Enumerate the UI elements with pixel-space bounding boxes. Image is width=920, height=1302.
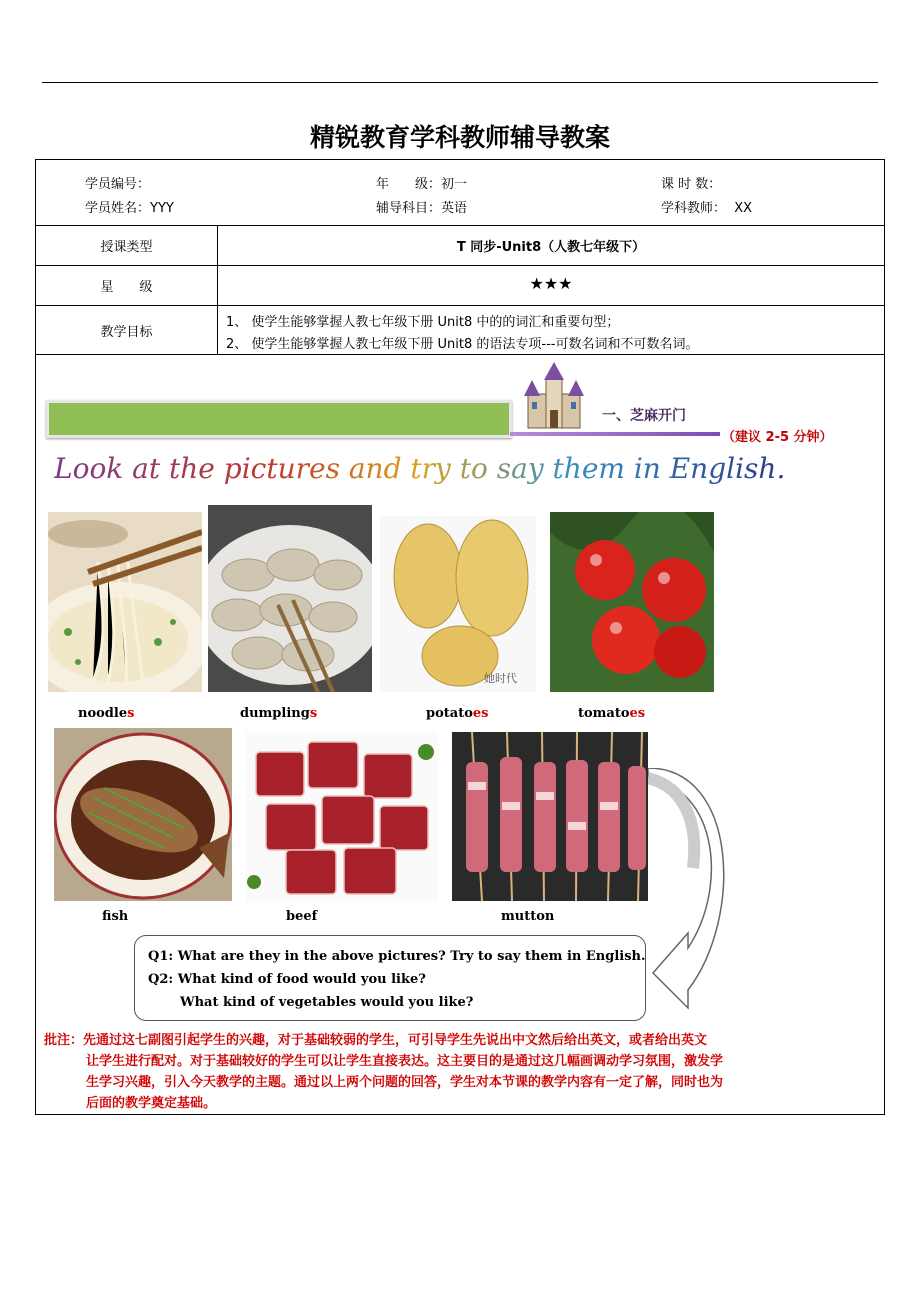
question-3: What kind of vegetables would you like? <box>180 995 474 1010</box>
potatoes-image <box>380 516 536 692</box>
label-dumplings: dumplings <box>240 706 318 721</box>
banner-underline <box>510 432 720 436</box>
level-label: 星 级 <box>100 280 153 295</box>
label-tomatoes: tomatoes <box>578 706 646 721</box>
castle-icon <box>514 362 594 434</box>
page-title: 精锐教育学科教师辅导教案 <box>309 123 610 152</box>
question-1: Q1: What are they in the above pictures? Try to say them in English. <box>148 949 646 964</box>
label-mutton: mutton <box>501 909 555 924</box>
goal-label: 教学目标 <box>100 325 153 340</box>
student-name-field: 学员姓名：YYY <box>85 201 174 216</box>
lesson-plan-table <box>35 159 885 1115</box>
dumplings-image <box>208 505 372 692</box>
time-suggestion: （建议 2-5 分钟） <box>722 430 833 445</box>
curved-arrow-icon <box>648 768 728 1018</box>
fish-image <box>54 728 232 901</box>
goal-1: 1、 使学生能够掌握人教七年级下册 Unit8 中的的词汇和重要句型； <box>226 315 620 330</box>
row-divider <box>36 305 884 306</box>
grade-field: 年 级：初一 <box>376 177 468 192</box>
row-divider <box>36 225 884 226</box>
label-potatoes: potatoes <box>426 706 489 721</box>
label-noodles: noodles <box>78 706 135 721</box>
teacher-field: 学科教师： XX <box>661 201 753 216</box>
row-divider <box>36 354 884 355</box>
section-title: 一、芝麻开门 <box>602 408 686 424</box>
noodles-image <box>48 512 202 692</box>
hours-label: 课 时 数： <box>661 177 722 192</box>
teacher-note: 批注：先通过这七副图引起学生的兴趣，对于基础较弱的学生，可引导学生先说出中文然后给出英文，或者给出英文 让学生进行配对。对于基础较好的学生可以让学生直接表达。这主要目的是通过这几幅画调动学习氛围，激发学 生学习兴趣，引入今天教学的主题。通过以上两个问题的回答，学生对本节课的教学内容有一定了解，同时也为 后面的教学奠定基础。 <box>44 1033 724 1111</box>
label-beef: beef <box>286 909 318 924</box>
lesson-type-label: 授课类型 <box>100 240 153 255</box>
instruction-text: Look at the pictures and try to say them in English. <box>54 452 786 485</box>
label-fish: fish <box>102 909 129 924</box>
row-divider <box>36 265 884 266</box>
level-stars: ★★★ <box>529 274 573 293</box>
lesson-type-value: T 同步-Unit8（人教七年级下） <box>456 240 646 255</box>
subject-field: 辅导科目：英语 <box>376 201 468 216</box>
goal-2: 2、 使学生能够掌握人教七年级下册 Unit8 的语法专项---可数名词和不可数名词。 <box>226 337 699 352</box>
photo-watermark: 她时代 <box>484 672 517 685</box>
header-rule <box>42 82 878 83</box>
section-banner-bar <box>46 400 512 438</box>
beef-image <box>246 732 438 901</box>
tomatoes-image <box>550 512 714 692</box>
student-no-label: 学员编号： <box>85 177 151 192</box>
question-2: Q2: What kind of food would you like? <box>148 972 426 987</box>
mutton-image <box>452 732 648 901</box>
